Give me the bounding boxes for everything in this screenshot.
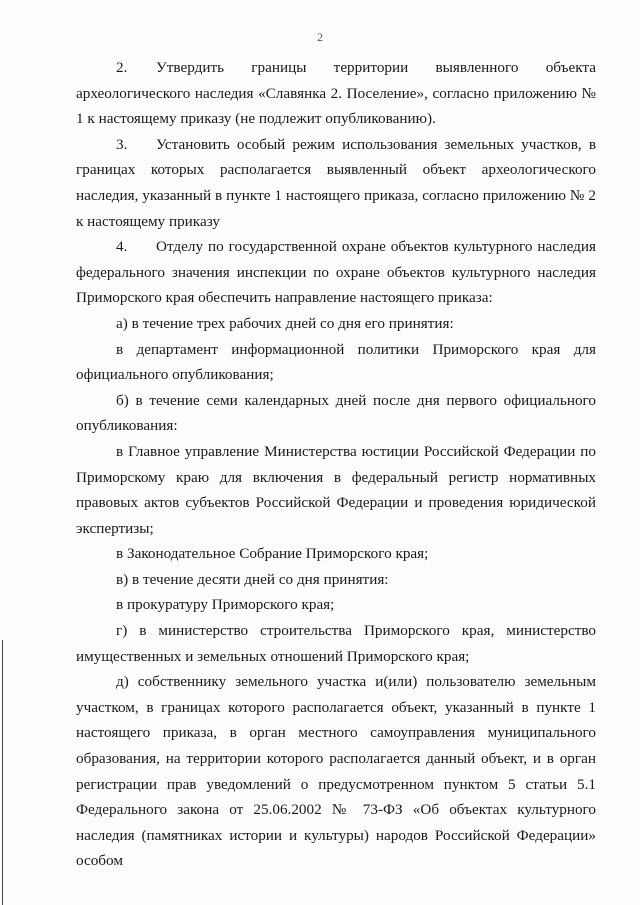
paragraph-item-4 [76, 234, 596, 311]
paragraph-text: Отделу по государственной охране объектов культурного наследия федерального значения инспекции по охране объектов культурного наследия Приморского края обеспечить направление настоящего приказа: [76, 238, 596, 307]
subparagraph-b: б) в течение семи календарных дней после дня первого официального опубликования: [76, 391, 596, 435]
subparagraph-e: д) собственнику земельного участка и(или) пользователю земельным участком, в границах которого располагается объект, указанный в пункте 1 настоящего приказа, в орган местного самоуправления муниципального образования, на территории которого располагается данный объект, и в орган регистрации прав уведомлений о предусмотренном пунктом 5 статьи 5.1 Федерального закона от 25.06.2002 № 73-ФЗ «Об объектах культурного наследия (памятниках истории и культуры) народов Российской Федерации» особом [76, 673, 596, 870]
paragraph-number: 2. [116, 59, 128, 76]
subparagraph-b-legislative-assembly: в Законодательное Собрание Приморского края; [116, 545, 429, 563]
subparagraph-a: а) в течение трех рабочих дней со дня его принятия: [116, 314, 454, 332]
subparagraph-a-info-department: в департамент информационной политики Приморского края для официального опубликования; [76, 340, 596, 384]
paragraph-number: 3. [116, 135, 128, 153]
paragraph-text: Утвердить границы территории выявленного объекта археологического наследия «Славянка 2. Поселение», согласно приложению № 1 к настоящему приказу (не подлежит опубликованию). [76, 59, 596, 128]
subparagraph-c: в) в течение десяти дней со дня принятия: [116, 570, 389, 588]
paragraph-item-3 [76, 132, 596, 234]
scan-edge-line [2, 640, 3, 905]
page-number: 2 [317, 30, 323, 44]
subparagraph-d: г) в министерство строительства Приморского края, министерство имущественных и земельных отношений Приморского края; [76, 622, 596, 665]
paragraph-number: 4. [116, 238, 128, 256]
paragraph-item-2 [76, 55, 596, 132]
subparagraph-c-prosecutor: в прокуратуру Приморского края; [116, 596, 335, 614]
document-body [76, 55, 596, 874]
subparagraph-b-justice-ministry: в Главное управление Министерства юстиции Российской Федерации по Приморскому краю для включения в федеральный регистр нормативных правовых актов субъектов Российской Федерации и проведения юридической экспертизы; [76, 442, 596, 537]
paragraph-text: Установить особый режим использования земельных участков, в границах которых располагается выявленный объект археологического наследия, указанный в пункте 1 настоящего приказа, согласно приложению № 2 к настоящему приказу [76, 135, 596, 230]
